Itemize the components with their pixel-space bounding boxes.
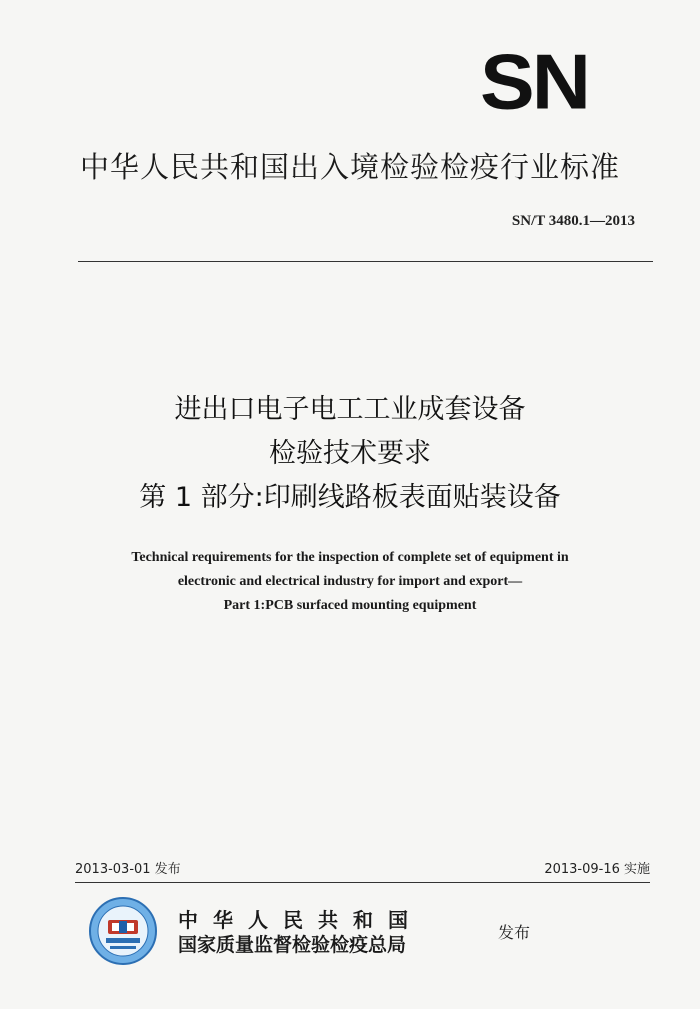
implementation-date: 2013-09-16 实施 bbox=[544, 862, 650, 877]
english-title bbox=[0, 546, 700, 618]
top-divider bbox=[78, 261, 653, 262]
standard-type-heading: 中华人民共和国出入境检验检疫行业标准 bbox=[79, 150, 620, 184]
issuing-authority bbox=[178, 908, 423, 958]
chinese-title bbox=[0, 388, 700, 520]
english-title-line-3: Part 1:PCB surfaced mounting equipment bbox=[223, 598, 477, 613]
english-title-line-1: Technical requirements for the inspection of complete set of equipment in bbox=[131, 550, 569, 565]
chinese-title-line-3: 第 1 部分:印刷线路板表面贴装设备 bbox=[139, 482, 561, 513]
sn-logo: SN bbox=[480, 39, 588, 126]
issue-date: 2013-03-01 发布 bbox=[75, 862, 181, 877]
english-title-line-2: electronic and electrical industry for import and export— bbox=[177, 574, 523, 589]
aqsiq-seal-icon bbox=[88, 896, 158, 966]
chinese-title-line-1: 进出口电子电工工业成套设备 bbox=[174, 394, 526, 425]
issuer-line-2: 国家质量监督检验检疫总局 bbox=[178, 934, 407, 956]
issue-action-label: 发布 bbox=[498, 923, 531, 942]
standard-code: SN/T 3480.1—2013 bbox=[511, 213, 635, 229]
chinese-title-line-2: 检验技术要求 bbox=[269, 438, 431, 469]
bottom-divider bbox=[75, 882, 650, 883]
issuer-line-1: 中华人民共和国 bbox=[178, 908, 423, 932]
